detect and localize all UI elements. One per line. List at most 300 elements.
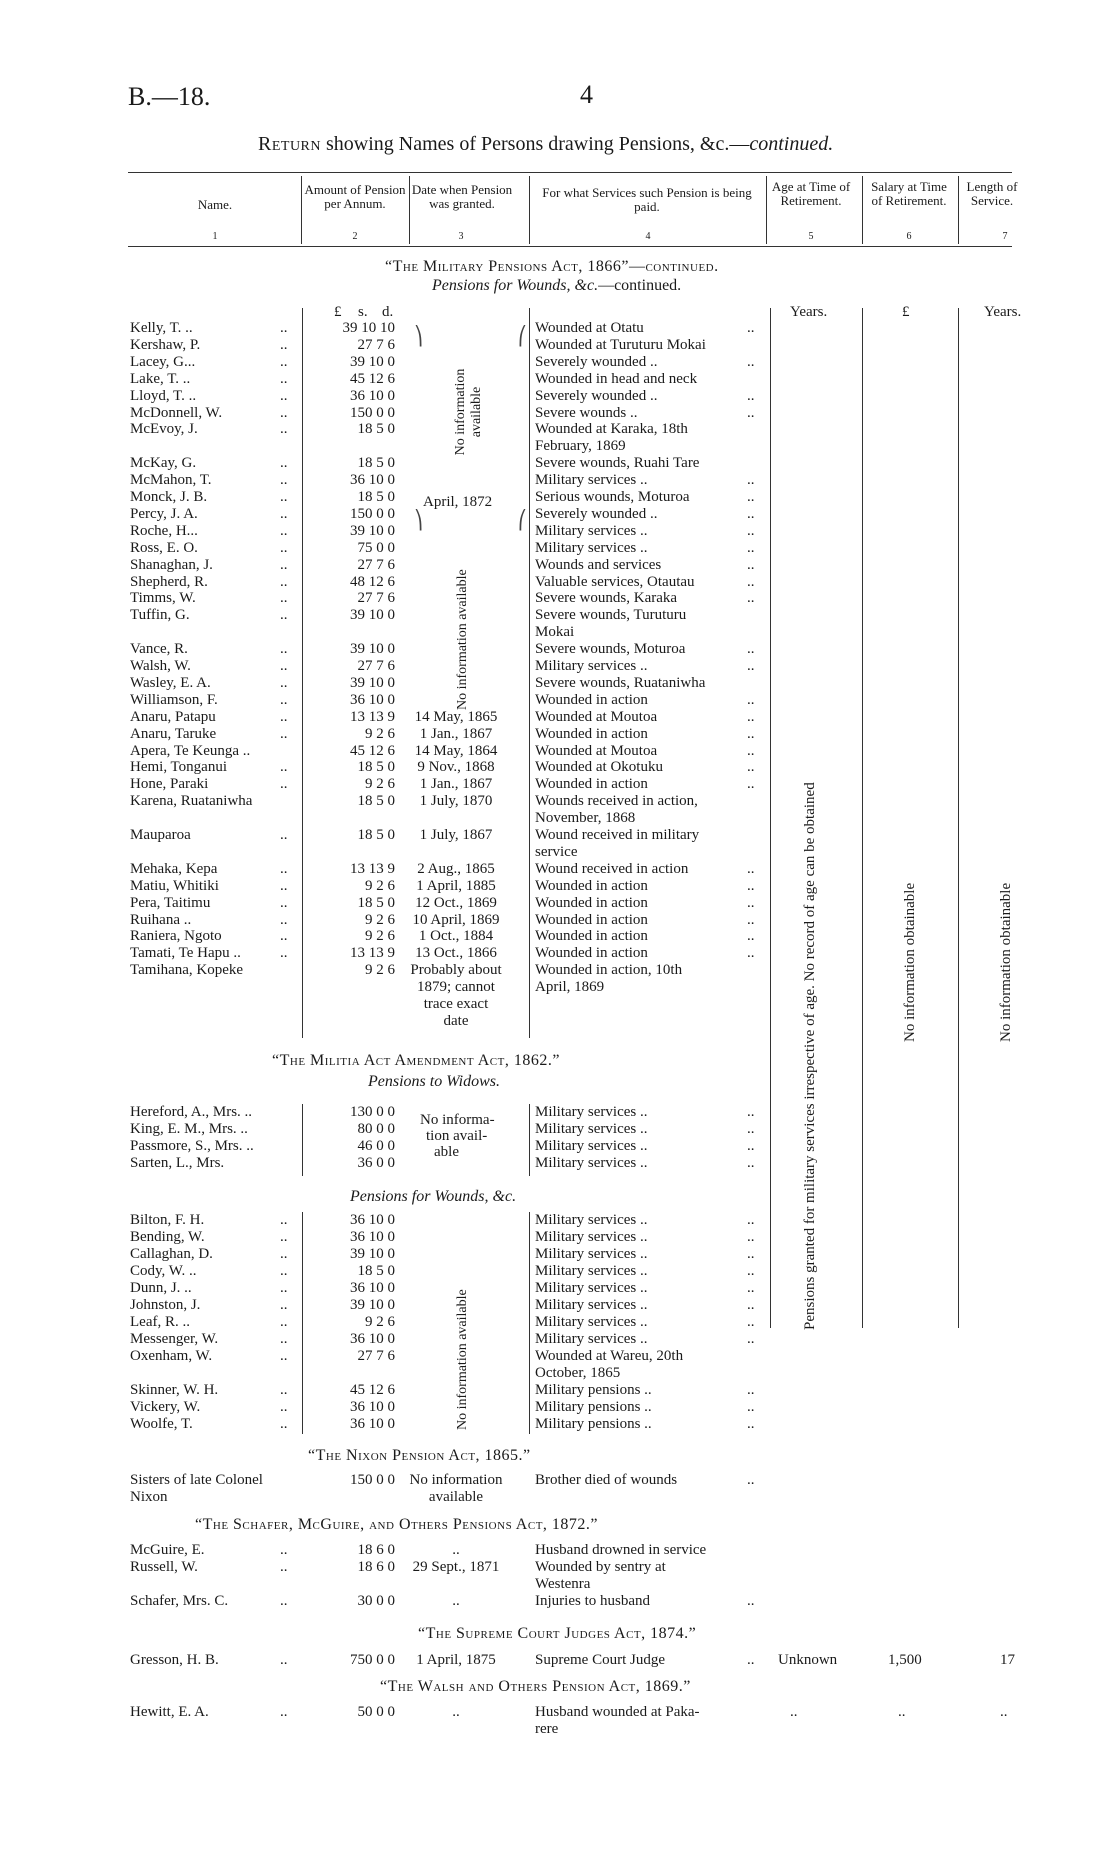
- date-cell: 1 Jan., 1867: [419, 776, 493, 793]
- table-row: [0, 1013, 1114, 1030]
- date-cell: 9 Nov., 1868: [417, 759, 495, 776]
- name-cell: Matiu, Whitiki: [130, 877, 219, 894]
- name-cell: Johnston, J.: [130, 1297, 201, 1313]
- head-sep-1: [301, 176, 302, 244]
- table-row: [0, 675, 1114, 692]
- amount-cell: 80 0 0: [357, 1121, 395, 1137]
- service-dots: ..: [747, 1593, 755, 1609]
- service-cell: Wounded at Wareu, 20th: [535, 1348, 684, 1364]
- service-cell: November, 1868: [535, 810, 636, 827]
- service-cell: Severe wounds ..: [535, 404, 638, 421]
- leader-dots: ..: [280, 421, 288, 438]
- service-cell: Wounded at Karaka, 18th: [535, 421, 688, 438]
- name-cell: Woolfe, T.: [130, 1416, 193, 1432]
- date-cell: 1 April, 1885: [416, 877, 496, 894]
- unit-years-age: Years.: [790, 304, 828, 320]
- table-row: [0, 388, 1114, 405]
- table-row: [0, 320, 1114, 337]
- name-cell: Skinner, W. H.: [130, 1382, 219, 1398]
- name-cell: Callaghan, D.: [130, 1246, 213, 1262]
- amount-cell: 46 0 0: [357, 1138, 395, 1154]
- table-row: [0, 624, 1114, 641]
- amount-cell: 27 7 6: [357, 556, 395, 573]
- service-dots: ..: [747, 1382, 755, 1398]
- april-1872-note: April, 1872: [423, 494, 493, 510]
- amount-cell: 45 12 6: [350, 1382, 395, 1398]
- table-row: [0, 557, 1114, 574]
- name-cell: Sisters of late Colonel: [130, 1472, 263, 1488]
- leader-dots: ..: [280, 691, 288, 708]
- widows-no-info: No informa- tion avail- able: [420, 1112, 495, 1160]
- bracket: ⎞: [414, 510, 423, 530]
- table-row: [0, 1331, 1114, 1348]
- length-cell: ..: [1000, 1704, 1008, 1720]
- leader-dots: ..: [280, 945, 288, 962]
- section-military-act: “The Military Pensions Act, 1866”—continued.: [385, 258, 719, 275]
- service-dots: ..: [747, 472, 755, 489]
- name-cell: Pera, Taitimu: [130, 894, 211, 911]
- service-cell: Serious wounds, Moturoa: [535, 489, 690, 505]
- service-dots: ..: [747, 404, 755, 421]
- table-row: [0, 523, 1114, 540]
- date-cell: available: [428, 1489, 484, 1505]
- service-cell: Injuries to husband: [535, 1593, 650, 1609]
- leader-dots: ..: [280, 1314, 288, 1330]
- table-row: [0, 1559, 1114, 1576]
- table-row: [0, 658, 1114, 675]
- service-dots: ..: [747, 1416, 755, 1432]
- table-row: [0, 337, 1114, 354]
- service-dots: ..: [747, 573, 755, 590]
- service-dots: ..: [747, 539, 755, 556]
- date-cell: ..: [452, 1593, 460, 1609]
- leader-dots: ..: [280, 336, 288, 353]
- age-note: Pensions granted for military services irrespective of age. No record of age can be obtained: [802, 782, 818, 1330]
- service-dots: ..: [747, 489, 755, 505]
- amount-cell: 9 2 6: [365, 877, 395, 894]
- table-row: Gresson, H. B. .. 750 0 0 1 April, 1875 Supreme Court Judge .. Unknown 1,500 17: [130, 1652, 1015, 1668]
- amount-cell: 36 10 0: [350, 1212, 395, 1228]
- name-cell: Kershaw, P.: [130, 336, 201, 353]
- date-cell: No information: [409, 1472, 503, 1488]
- amount-cell: 9 2 6: [365, 725, 395, 742]
- table-row: [0, 827, 1114, 844]
- head-sep-5: [862, 176, 863, 244]
- leader-dots: ..: [280, 607, 288, 624]
- service-cell: Wound received in military: [535, 827, 700, 843]
- table-row: [0, 405, 1114, 422]
- name-cell: Walsh, W.: [130, 658, 191, 674]
- leader-dots: ..: [280, 1399, 288, 1415]
- service-cell: Wounded at Moutoa: [535, 708, 658, 725]
- leader-dots: ..: [280, 590, 288, 607]
- leader-dots: ..: [280, 1416, 288, 1432]
- amount-cell: 18 5 0: [357, 455, 395, 472]
- unit-pence: d.: [382, 304, 394, 320]
- amount-cell: 75 0 0: [357, 539, 395, 556]
- table-row: [0, 607, 1114, 624]
- table-row: [0, 1212, 1114, 1229]
- table-row: [0, 641, 1114, 658]
- return-title: [258, 133, 833, 156]
- amount-cell: 150 0 0: [350, 505, 395, 522]
- col-header-amount: Amount of Pension per Annum.: [304, 182, 406, 211]
- table-row: [0, 371, 1114, 388]
- table-row: [0, 1297, 1114, 1314]
- service-dots: ..: [747, 894, 755, 911]
- col-num-5: 5: [808, 231, 814, 242]
- service-cell: Wounded at Okotuku: [535, 759, 663, 776]
- amount-cell: 50 0 0: [357, 1704, 395, 1720]
- leader-dots: ..: [280, 877, 288, 894]
- service-cell: Wounded in action: [535, 725, 648, 742]
- amount-cell: 36 10 0: [350, 1399, 395, 1415]
- head-sep-2: [409, 176, 410, 244]
- amount-cell: 39 10 0: [350, 674, 395, 691]
- service-cell: Severe wounds, Moturoa: [535, 641, 686, 658]
- table-row: [0, 1721, 1114, 1738]
- table-row: [0, 1280, 1114, 1297]
- leader-dots: ..: [280, 674, 288, 691]
- service-cell: Wounded at Moutoa: [535, 742, 658, 759]
- date-cell: 1 Oct., 1884: [418, 928, 494, 945]
- unit-shillings: s.: [358, 304, 368, 320]
- no-info-note-1: No information available: [453, 368, 484, 456]
- leader-dots: ..: [280, 539, 288, 556]
- section-supreme-act: “The Supreme Court Judges Act, 1874.”: [418, 1625, 697, 1642]
- head-sep-4: [766, 176, 767, 244]
- name-cell: Kelly, T. ..: [130, 320, 193, 336]
- table-row: [0, 421, 1114, 438]
- amount-cell: 27 7 6: [357, 590, 395, 607]
- amount-cell: 30 0 0: [357, 1593, 395, 1609]
- table-row: [0, 1399, 1114, 1416]
- amount-cell: 39 10 0: [350, 1297, 395, 1313]
- section-widows: Pensions to Widows.: [368, 1073, 501, 1090]
- service-cell: Mokai: [535, 624, 575, 641]
- name-cell: Passmore, S., Mrs. ..: [130, 1138, 254, 1154]
- date-cell: Probably about: [410, 962, 502, 979]
- service-cell: Severe wounds, Turuturu: [535, 607, 687, 624]
- table-row: [0, 455, 1114, 472]
- service-dots: ..: [747, 911, 755, 928]
- name-cell: Wasley, E. A.: [130, 674, 211, 691]
- amount-cell: 39 10 0: [350, 1246, 395, 1262]
- service-dots: ..: [747, 1297, 755, 1313]
- name-cell: Russell, W.: [130, 1559, 198, 1575]
- service-dots: ..: [747, 708, 755, 725]
- leader-dots: ..: [280, 1348, 288, 1364]
- date-cell: 29 Sept., 1871: [412, 1559, 500, 1575]
- amount-cell: 45 12 6: [350, 370, 395, 387]
- name-cell: Sarten, L., Mrs.: [130, 1155, 225, 1171]
- service-dots: ..: [747, 1399, 755, 1415]
- name-cell: McDonnell, W.: [130, 404, 223, 421]
- leader-dots: ..: [280, 1280, 288, 1296]
- name-cell: McMahon, T.: [130, 472, 212, 489]
- amount-cell: 150 0 0: [350, 404, 395, 421]
- service-cell: Wounded at Otatu: [535, 320, 644, 336]
- service-cell: Wound received in action: [535, 860, 689, 877]
- salary-note: No information obtainable: [902, 882, 918, 1042]
- date-cell: ..: [452, 1542, 460, 1558]
- amount-cell: 48 12 6: [350, 573, 395, 590]
- service-cell: Severe wounds, Ruahi Tare: [535, 455, 700, 472]
- unit-salary: £: [902, 304, 910, 320]
- section-militia-act: “The Militia Act Amendment Act, 1862.”: [272, 1052, 560, 1069]
- service-cell: Wounded in action: [535, 945, 648, 962]
- name-cell: Tuffin, G.: [130, 607, 190, 624]
- name-cell: Bending, W.: [130, 1229, 205, 1245]
- service-cell: Military services ..: [535, 472, 648, 489]
- leader-dots: ..: [280, 1542, 288, 1558]
- leader-dots: ..: [280, 387, 288, 404]
- bracket: ⎛: [518, 510, 527, 530]
- leader-dots: ..: [280, 1331, 288, 1347]
- leader-dots: ..: [280, 353, 288, 370]
- table-row: [0, 1593, 1114, 1610]
- service-dots: ..: [747, 691, 755, 708]
- table-head-rule: [128, 246, 1012, 247]
- leader-dots: ..: [280, 320, 288, 336]
- service-dots: ..: [747, 860, 755, 877]
- section-militia-wounds: Pensions for Wounds, &c.: [350, 1188, 517, 1205]
- section-schafer-act: “The Schafer, McGuire, and Others Pensions Act, 1872.”: [195, 1516, 599, 1533]
- name-cell: Lloyd, T. ..: [130, 387, 197, 404]
- no-info-note-3: No information available: [455, 1289, 470, 1430]
- amount-cell: 13 13 9: [350, 945, 395, 962]
- militia-sep-b: [529, 1212, 530, 1434]
- table-row: [0, 506, 1114, 523]
- leader-dots: ..: [280, 1212, 288, 1228]
- amount-cell: 36 0 0: [357, 1155, 395, 1171]
- table-row: [0, 1576, 1114, 1593]
- head-sep-3: [529, 176, 530, 244]
- service-cell: October, 1865: [535, 1365, 621, 1381]
- table-row: [0, 810, 1114, 827]
- amount-cell: 27 7 6: [357, 658, 395, 674]
- table-row: [0, 996, 1114, 1013]
- leader-dots: ..: [280, 759, 288, 776]
- name-cell: McGuire, E.: [130, 1542, 205, 1558]
- service-cell: Severely wounded ..: [535, 387, 658, 404]
- leader-dots: ..: [280, 658, 288, 674]
- service-cell: Military services ..: [535, 658, 648, 674]
- amount-cell: 9 2 6: [365, 1314, 395, 1330]
- service-cell: Wounds and services: [535, 556, 662, 573]
- unit-pounds: £: [334, 304, 342, 320]
- leader-dots: ..: [280, 489, 288, 505]
- name-cell: Timms, W.: [130, 590, 196, 607]
- widows-sep-a: [302, 1104, 303, 1176]
- table-row: [0, 472, 1114, 489]
- table-row: [0, 962, 1114, 979]
- leader-dots: ..: [280, 911, 288, 928]
- name-cell: Nixon: [130, 1489, 168, 1505]
- amount-cell: 36 10 0: [350, 1280, 395, 1296]
- table-top-rule: [128, 172, 1012, 173]
- date-cell: 1 July, 1870: [419, 793, 493, 810]
- service-cell: Military services ..: [535, 1314, 648, 1330]
- service-cell: Military services ..: [535, 539, 648, 556]
- leader-dots: ..: [280, 1382, 288, 1398]
- amount-cell: 13 13 9: [350, 860, 395, 877]
- date-cell: date: [443, 1012, 469, 1029]
- leader-dots: ..: [280, 1297, 288, 1313]
- service-cell: Severely wounded ..: [535, 505, 658, 522]
- amount-cell: 18 5 0: [357, 489, 395, 505]
- amount-cell: 130 0 0: [350, 1104, 395, 1120]
- table-row: [0, 1365, 1114, 1382]
- name-cell: Shepherd, R.: [130, 573, 208, 590]
- table-row: [0, 743, 1114, 760]
- name-cell: McEvoy, J.: [130, 421, 198, 438]
- service-cell: Military services ..: [535, 522, 648, 539]
- name-cell: Dunn, J. ..: [130, 1280, 192, 1296]
- service-dots: ..: [747, 387, 755, 404]
- name-cell: Ross, E. O.: [130, 539, 198, 556]
- leader-dots: ..: [280, 641, 288, 658]
- bracket: ⎛: [518, 326, 527, 346]
- salary-cell: ..: [898, 1704, 906, 1720]
- service-cell: Military services ..: [535, 1263, 648, 1279]
- service-dots: ..: [747, 505, 755, 522]
- table-row: [0, 979, 1114, 996]
- leader-dots: ..: [280, 455, 288, 472]
- amount-cell: 36 10 0: [350, 472, 395, 489]
- amount-cell: 39 10 0: [350, 641, 395, 658]
- service-dots: ..: [747, 945, 755, 962]
- service-dots: ..: [747, 1314, 755, 1330]
- col-header-length: Length of Service.: [966, 179, 1018, 208]
- amount-cell: 39 10 0: [350, 607, 395, 624]
- service-cell: Westenra: [535, 1576, 591, 1592]
- service-cell: Military services ..: [535, 1138, 648, 1154]
- amount-cell: 45 12 6: [350, 742, 395, 759]
- table-row: [0, 574, 1114, 591]
- amount-cell: 9 2 6: [365, 776, 395, 793]
- table-row: [0, 1348, 1114, 1365]
- leader-dots: ..: [280, 472, 288, 489]
- service-dots: ..: [747, 641, 755, 658]
- name-cell: Vance, R.: [130, 641, 188, 658]
- col-header-age: Age at Time of Retirement.: [771, 179, 851, 208]
- service-cell: Wounded in action: [535, 877, 648, 894]
- date-cell: 13 Oct., 1866: [415, 945, 497, 962]
- name-cell: McKay, G.: [130, 455, 197, 472]
- name-cell: King, E. M., Mrs. ..: [130, 1121, 248, 1137]
- service-dots: ..: [747, 1121, 755, 1137]
- service-cell: Wounded in action, 10th: [535, 962, 683, 979]
- service-dots: ..: [747, 1472, 755, 1488]
- leader-dots: ..: [280, 1229, 288, 1245]
- title-lead: Return: [258, 133, 322, 155]
- date-cell: 10 April, 1869: [412, 911, 500, 928]
- unit-years-length: Years.: [984, 304, 1022, 320]
- name-cell: Schafer, Mrs. C.: [130, 1593, 229, 1609]
- section-military-sub: Pensions for Wounds, &c.—continued.: [432, 277, 682, 294]
- name-cell: Hemi, Tonganui: [130, 759, 227, 776]
- militia-sep-a: [302, 1212, 303, 1434]
- length-note: No information obtainable: [998, 882, 1014, 1042]
- name-cell: Lacey, G...: [130, 353, 196, 370]
- name-cell: Hewitt, E. A.: [130, 1704, 209, 1720]
- date-cell: 1 Jan., 1867: [419, 725, 493, 742]
- col-header-services: For what Services such Pension is being paid.: [542, 185, 752, 214]
- table-row: [0, 1246, 1114, 1263]
- name-cell: Tamati, Te Hapu ..: [130, 945, 241, 962]
- service-cell: Military pensions ..: [535, 1399, 652, 1415]
- amount-cell: 36 10 0: [350, 1331, 395, 1347]
- name-cell: Messenger, W.: [130, 1331, 219, 1347]
- amount-cell: 150 0 0: [350, 1472, 395, 1488]
- name-cell: Karena, Ruataniwha: [130, 793, 253, 810]
- amount-cell: 18 5 0: [357, 1263, 395, 1279]
- service-dots: ..: [747, 1246, 755, 1262]
- leader-dots: ..: [280, 1263, 288, 1279]
- amount-cell: 36 10 0: [350, 1416, 395, 1432]
- table-row: [0, 945, 1114, 962]
- name-cell: Roche, H...: [130, 522, 198, 539]
- table-row: [0, 793, 1114, 810]
- amount-cell: 9 2 6: [365, 928, 395, 945]
- name-cell: Ruihana ..: [130, 911, 192, 928]
- table-row: [0, 590, 1114, 607]
- table-row: [0, 1229, 1114, 1246]
- section-nixon-act: “The Nixon Pension Act, 1865.”: [308, 1447, 531, 1464]
- leader-dots: ..: [280, 827, 288, 843]
- name-cell: Hone, Paraki: [130, 776, 209, 793]
- service-dots: ..: [747, 1138, 755, 1154]
- service-cell: Valuable services, Otautau: [535, 573, 695, 590]
- name-cell: Vickery, W.: [130, 1399, 201, 1415]
- name-cell: Tamihana, Kopeke: [130, 962, 244, 979]
- date-cell: 12 Oct., 1869: [415, 894, 497, 911]
- amount-cell: 18 6 0: [357, 1559, 395, 1575]
- leader-dots: ..: [280, 505, 288, 522]
- widows-sep-b: [529, 1104, 530, 1176]
- table-row: [0, 878, 1114, 895]
- date-cell: 1879; cannot: [417, 979, 495, 996]
- service-dots: ..: [747, 776, 755, 793]
- table-row: [0, 726, 1114, 743]
- name-cell: Lake, T. ..: [130, 370, 191, 387]
- amount-cell: 27 7 6: [357, 1348, 395, 1364]
- amount-cell: 18 5 0: [357, 793, 395, 810]
- service-dots: ..: [747, 522, 755, 539]
- amount-cell: 27 7 6: [357, 336, 395, 353]
- col-num-3: 3: [458, 231, 464, 242]
- service-cell: Severe wounds, Ruataniwha: [535, 674, 706, 691]
- table-row: [0, 709, 1114, 726]
- bracket: ⎞: [414, 326, 423, 346]
- service-cell: Severely wounded ..: [535, 353, 658, 370]
- service-cell: Military services ..: [535, 1212, 648, 1228]
- amount-cell: 18 5 0: [357, 759, 395, 776]
- amount-cell: 18 6 0: [357, 1542, 395, 1558]
- service-dots: ..: [747, 590, 755, 607]
- service-cell: Wounded in head and neck: [535, 370, 698, 387]
- name-cell: Shanaghan, J.: [130, 556, 213, 573]
- leader-dots: ..: [280, 1593, 288, 1609]
- service-dots: ..: [747, 1229, 755, 1245]
- date-cell: 2 Aug., 1865: [417, 860, 495, 877]
- name-cell: Williamson, F.: [130, 691, 218, 708]
- service-dots: ..: [747, 725, 755, 742]
- age-cell: ..: [790, 1704, 798, 1720]
- name-cell: Bilton, F. H.: [130, 1212, 205, 1228]
- table-row: [0, 1314, 1114, 1331]
